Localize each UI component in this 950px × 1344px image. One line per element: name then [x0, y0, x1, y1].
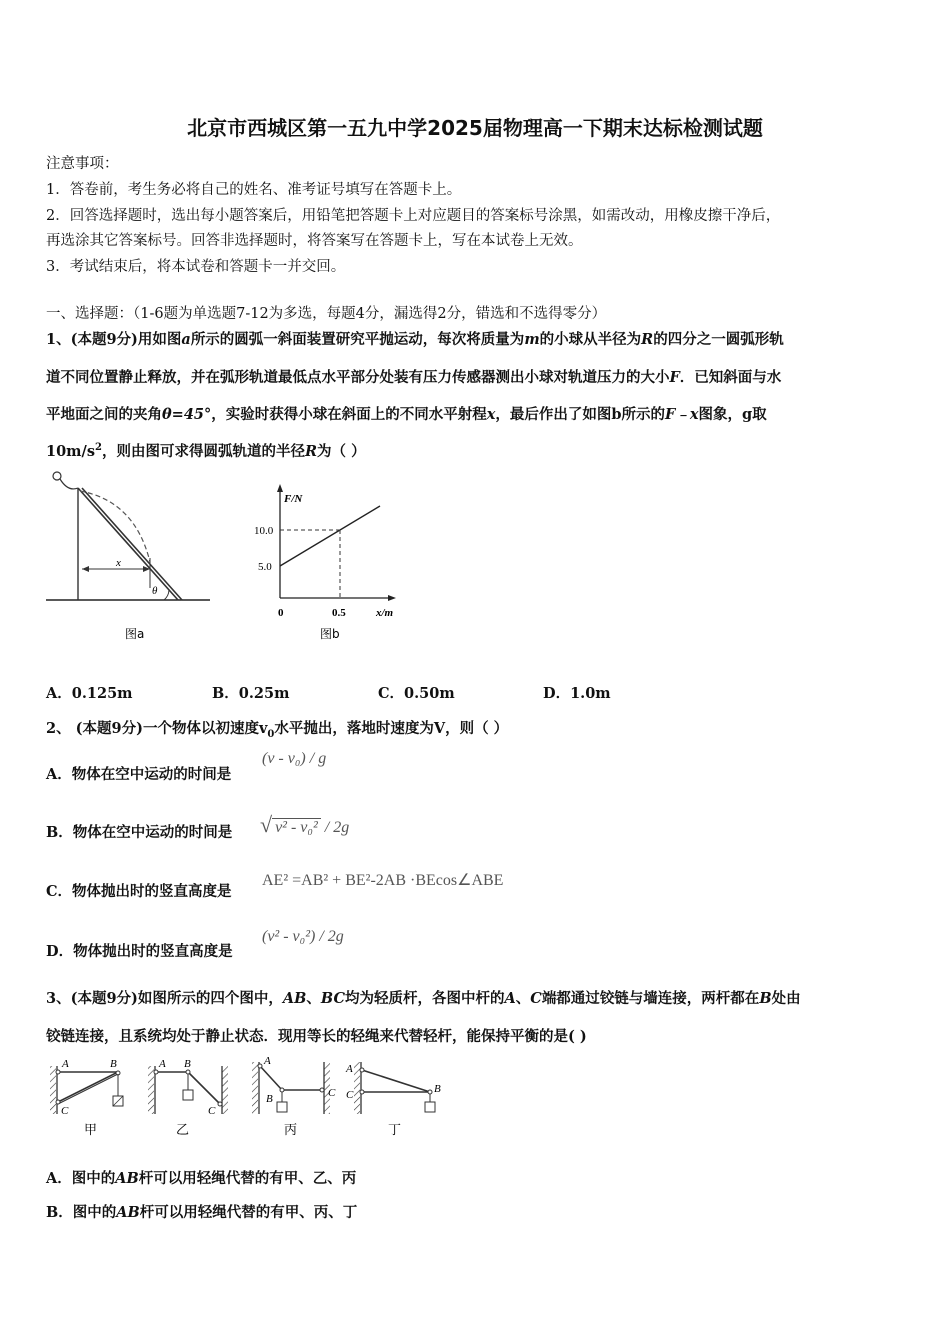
q3-option-a-a: A．图中的 — [46, 1170, 116, 1187]
label-b: B — [184, 1058, 191, 1070]
hinge-icon — [154, 1070, 158, 1074]
q2-formula-b-tail: / 2g — [324, 819, 350, 836]
label-a: A — [264, 1055, 271, 1067]
q3-option-a-c: 杆可以用轻绳代替的有甲、乙、丙 — [138, 1170, 357, 1187]
wall-hatch — [354, 1062, 360, 1114]
x-axis-label: x/m — [376, 607, 394, 619]
q1-option-b: B．0.25m — [212, 685, 290, 702]
figure-a — [40, 466, 215, 651]
figure-q3 — [44, 1052, 444, 1140]
hinge-icon — [280, 1088, 284, 1092]
q3-l1h: C — [530, 990, 542, 1007]
q2-option-c — [46, 880, 232, 901]
q1-l4e: 为（ ） — [317, 443, 366, 460]
hinge-icon — [360, 1068, 364, 1072]
q1-l1f: R — [641, 331, 654, 348]
q1-option-d: D．1.0m — [543, 685, 611, 702]
q1-l3b: θ=45° — [162, 406, 212, 423]
q1-l3d: x — [486, 406, 496, 423]
wall-hatch-right — [222, 1066, 228, 1114]
q1-line-2 — [46, 366, 781, 387]
label-b: B — [110, 1058, 117, 1070]
q1-l2a: 道不同位置静止释放，并在弧形轨道最低点水平部分处装有压力传感器测出小球对轨道压力的大小 — [46, 369, 670, 386]
notice-item-2: 2．回答选择题时，选出每小题答案后，用铅笔把答题卡上对应题目的答案标号涂黑，如需改动，用橡皮擦干净后， — [46, 208, 781, 224]
label-a: A — [346, 1063, 353, 1075]
q3-line-1 — [46, 987, 801, 1008]
sqrt-icon: √ — [260, 812, 273, 837]
q2-formula-b — [260, 812, 349, 838]
figure-a-caption: 图a — [125, 627, 145, 641]
weight-block-icon — [277, 1102, 287, 1112]
q1-l2c: ．已知斜面与水 — [679, 369, 782, 386]
rod-bc-edge — [58, 1074, 118, 1104]
hinge-icon — [56, 1100, 60, 1104]
diagram-ding — [345, 1062, 441, 1138]
x-origin: 0 — [278, 607, 284, 619]
q3-line-2: 铰链连接，且系统均处于静止状态．现用等长的轻绳来代替轻杆，能保持平衡的是( ) — [46, 1028, 587, 1045]
hinge-icon — [258, 1064, 262, 1068]
notice-item-3: 3．考试结束后，将本试卷和答题卡一并交回。 — [46, 259, 346, 275]
y-tick-high: 10.0 — [254, 525, 274, 537]
arc-track — [60, 479, 78, 489]
q3-l1e: 均为轻质杆，各图中杆的 — [345, 990, 505, 1007]
q2-option-d-text: D．物体抛出时的竖直高度是 — [46, 943, 233, 960]
q2-option-a — [46, 763, 231, 784]
diagram-yi — [148, 1058, 228, 1138]
q3-l1c: 、 — [306, 990, 321, 1007]
caption-ding: 丁 — [388, 1123, 402, 1138]
weight-block-icon — [183, 1090, 193, 1100]
notice-item-1: 1．答卷前，考生务必将自己的姓名、准考证号填写在答题卡上。 — [46, 182, 462, 198]
hinge-icon — [320, 1088, 324, 1092]
theta-arc — [164, 590, 169, 600]
x-label: x — [116, 557, 121, 569]
wall-hatch — [252, 1062, 258, 1114]
q1-l1c: 所示的圆弧一斜面装置研究平抛运动，每次将质量为 — [190, 331, 525, 348]
q1-l3c: ，实验时获得小球在斜面上的不同水平射程 — [211, 406, 487, 423]
q3-l1g: 、 — [515, 990, 531, 1007]
q3-option-a-b: AB — [115, 1170, 139, 1187]
y-axis-arrow-icon — [277, 484, 283, 492]
hinge-icon — [186, 1070, 190, 1074]
x-tick: 0.5 — [332, 607, 346, 619]
q1-l3f: F﹣x — [665, 406, 699, 423]
x-axis-arrow-icon — [388, 595, 396, 601]
q2-formula-a: (v - v₀) / g — [262, 750, 327, 767]
hinge-icon — [218, 1102, 222, 1106]
arrow-left-icon — [82, 566, 89, 572]
label-b: B — [434, 1083, 441, 1095]
q3-l1b: AB — [282, 990, 307, 1007]
q2-option-c-text: C．物体抛出时的竖直高度是 — [46, 883, 232, 900]
figure-b — [248, 480, 408, 650]
q1-line-4 — [46, 440, 366, 461]
diagram-jia — [50, 1058, 123, 1138]
ball-start-icon — [53, 472, 61, 480]
q1-l4c: ，则由图可求得圆弧轨道的半径 — [101, 443, 305, 460]
q2-stem-a: 2、 (本题9分)一个物体以初速度v — [46, 720, 268, 737]
q2-formula-c: AE² =AB² + BE²-2AB ·BEcos∠ABE — [262, 872, 504, 889]
q2-formula-d: (v² - v₀²) / 2g — [262, 928, 344, 945]
q2-formula-b-root: v² - v₀² — [272, 818, 321, 836]
figure-b-caption: 图b — [320, 627, 340, 641]
section-heading: 一、选择题：（1-6题为单选题7-12为多选，每题4分，漏选得2分，错选和不选得零分） — [46, 306, 607, 322]
label-a: A — [159, 1058, 166, 1070]
q3-l1j: B — [759, 990, 772, 1007]
caption-bing: 丙 — [284, 1123, 298, 1138]
rod-bc — [58, 1072, 118, 1102]
q3-option-b-b: AB — [116, 1204, 140, 1221]
notice-item-2-cont: 再选涂其它答案标号。回答非选择题时，将答案写在答题卡上，写在本试卷上无效。 — [46, 233, 583, 249]
q1-l4a: 10m/s — [46, 443, 95, 460]
q1-l3a: 平地面之间的夹角 — [46, 406, 162, 423]
weight-block-icon — [425, 1102, 435, 1112]
q3-l1i: 端都通过铰链与墙连接，两杆都在 — [541, 990, 760, 1007]
q2-stem — [46, 717, 508, 740]
page-title: 北京市西城区第一五九中学2025届物理高一下期末达标检测试题 — [187, 116, 763, 140]
hinge-icon — [360, 1090, 364, 1094]
label-c: C — [61, 1105, 69, 1117]
notice-heading: 注意事项： — [46, 156, 119, 172]
label-b: B — [266, 1093, 273, 1105]
q1-l4d: R — [304, 443, 318, 460]
caption-yi: 乙 — [176, 1123, 190, 1138]
graph-line — [280, 506, 380, 566]
hinge-icon — [56, 1070, 60, 1074]
q1-l1g: 的四分之一圆弧形轨 — [653, 331, 784, 348]
hinge-icon — [428, 1090, 432, 1094]
label-c: C — [208, 1105, 216, 1117]
q2-option-d — [46, 940, 233, 961]
q1-line-3 — [46, 403, 767, 424]
q2-option-b — [46, 821, 232, 842]
caption-jia: 甲 — [84, 1123, 98, 1138]
q3-l1a: 3、(本题9分)如图所示的四个图中， — [46, 990, 283, 1007]
rod-ab — [260, 1066, 282, 1090]
q1-l3e: ，最后作出了如图b所示的 — [495, 406, 666, 423]
wall-hatch — [148, 1066, 154, 1114]
rod-ab — [362, 1070, 430, 1092]
q1-l4b: 2 — [94, 442, 102, 454]
q3-l1d: BC — [320, 990, 345, 1007]
q2-option-b-text: B．物体在空中运动的时间是 — [46, 824, 233, 841]
q1-line-1 — [46, 328, 784, 349]
wall-hatch — [50, 1066, 56, 1114]
q1-l1e: 的小球从半径为 — [539, 331, 642, 348]
y-tick-low: 5.0 — [258, 561, 272, 573]
incline-line-1 — [78, 488, 178, 600]
q1-l2b: F — [669, 369, 680, 386]
q3-option-a — [46, 1167, 356, 1188]
theta-label: θ — [152, 585, 158, 597]
diagram-bing — [252, 1055, 336, 1138]
label-c: C — [328, 1087, 336, 1099]
q1-option-c: C．0.50m — [378, 685, 455, 702]
q2-stem-sub: 0 — [267, 728, 275, 740]
q3-option-b-a: B．图中的 — [46, 1204, 117, 1221]
q3-l1f: A — [504, 990, 516, 1007]
q3-option-b — [46, 1201, 357, 1222]
q1-l1b: a — [181, 331, 191, 348]
incline-line-2 — [82, 488, 182, 600]
q3-option-b-c: 杆可以用轻绳代替的有甲、丙、丁 — [139, 1204, 358, 1221]
q1-l3g: 图象，g取 — [698, 406, 767, 423]
q3-l1k: 处由 — [771, 990, 801, 1007]
q1-option-a: A．0.125m — [46, 685, 133, 702]
y-axis-label: F/N — [284, 493, 303, 505]
q2-stem-b: 水平抛出，落地时速度为V，则（ ） — [274, 720, 509, 737]
label-c: C — [346, 1089, 354, 1101]
label-a: A — [62, 1058, 69, 1070]
q1-l1d: m — [524, 331, 540, 348]
q2-option-a-text: A．物体在空中运动的时间是 — [46, 766, 232, 783]
q1-l1a: 1、(本题9分)用如图 — [46, 331, 182, 348]
